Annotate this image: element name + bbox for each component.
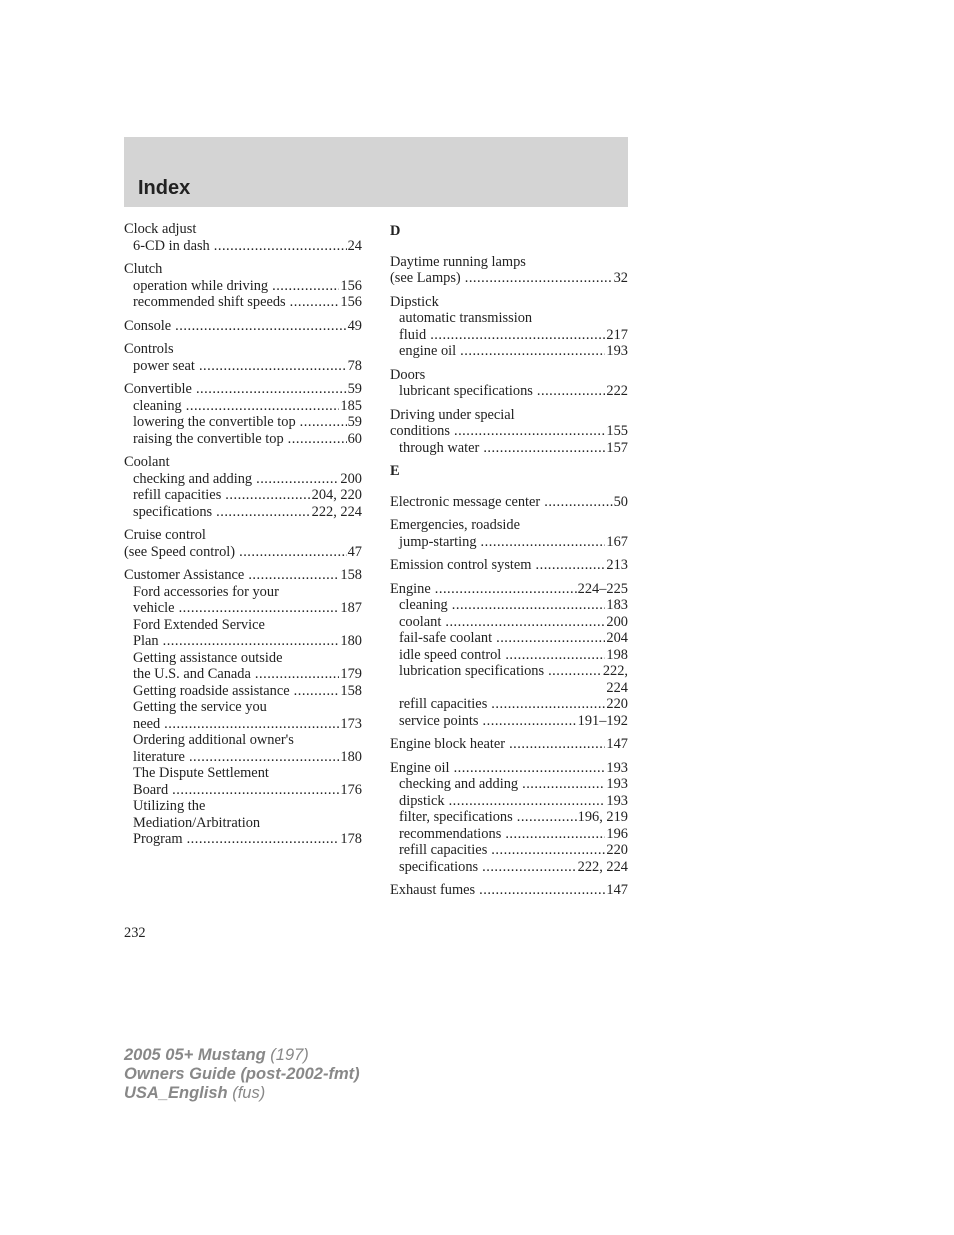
subentry-line: [124, 504, 362, 521]
leader-dots: [172, 782, 339, 799]
subentry-line-text: refill capacities: [399, 842, 488, 858]
entry-heading: [124, 261, 362, 278]
subentry-line-text: specifications: [133, 503, 213, 520]
subentry-line-text: 6-CD in dash: [133, 237, 210, 254]
entry-heading: [124, 341, 362, 358]
leader-dots: [256, 471, 339, 488]
subentry-line-text: filter, specifications: [399, 809, 513, 825]
leader-dots: [483, 713, 577, 730]
entry-heading-text: Exhaust fumes: [390, 882, 476, 898]
page-reference: 147: [606, 736, 628, 752]
subentry-line: [124, 666, 362, 683]
leader-dots: [449, 793, 606, 810]
index-entry: [124, 341, 362, 374]
page-reference: 220: [606, 696, 628, 712]
page-reference: 157: [606, 439, 628, 456]
subentry-line: [124, 617, 362, 634]
page-reference: 222, 224: [577, 858, 628, 875]
page-reference: 24: [347, 237, 362, 254]
entry-heading: [124, 544, 362, 561]
subentry-line: [124, 294, 362, 311]
page-reference: 196: [606, 825, 628, 842]
subentry-line-text: vehicle: [133, 600, 175, 616]
leader-dots: [272, 278, 339, 295]
entry-heading: [390, 557, 628, 574]
page-reference: 158: [340, 567, 362, 583]
page-reference: 78: [347, 357, 362, 374]
subentry-line: [390, 440, 628, 457]
leader-dots: [294, 683, 340, 700]
subentry-line: [124, 716, 362, 733]
subentry-line-text: operation while driving: [133, 277, 269, 294]
entry-heading-text: Emission control system: [390, 557, 532, 573]
page-reference: 200: [340, 470, 362, 487]
subentry-line-text: The Dispute Settlement: [133, 765, 269, 781]
subentry-line-text: literature: [133, 748, 185, 765]
index-column-right: [390, 221, 628, 906]
entry-heading: [390, 423, 628, 440]
entry-heading-text: Electronic message center: [390, 493, 541, 510]
page-reference: 49: [347, 317, 362, 334]
leader-dots: [430, 327, 605, 344]
subentry-line: [124, 414, 362, 431]
subentry-line: [390, 534, 628, 551]
page-reference: 185: [340, 397, 362, 414]
page-reference: 180: [340, 748, 362, 765]
leader-dots: [255, 666, 340, 683]
entry-heading-text: Engine oil: [390, 759, 450, 776]
index-entry: [390, 517, 628, 550]
subentry-line: [124, 699, 362, 716]
subentry-line: [124, 633, 362, 650]
entry-heading: [390, 882, 628, 899]
entry-heading: [390, 517, 628, 534]
entry-heading-text: Console: [124, 317, 172, 334]
subentry-line-text: dipstick: [399, 792, 445, 809]
page-reference: 217: [606, 326, 628, 343]
leader-dots: [537, 383, 606, 400]
entry-heading: [124, 454, 362, 471]
page-reference: 198: [606, 646, 628, 663]
subentry-line: [390, 842, 628, 859]
entry-heading: [390, 254, 628, 271]
index-entry: [390, 882, 628, 899]
subentry-line: [124, 831, 362, 848]
subentry-line: [124, 749, 362, 766]
page-reference: 224–225: [577, 580, 628, 597]
subentry-line-text: cleaning: [133, 397, 182, 414]
page-number: 232: [124, 925, 146, 941]
entry-heading-text: Doors: [390, 366, 426, 383]
index-entry: [390, 581, 628, 730]
page-reference: 167: [606, 533, 628, 550]
leader-dots: [454, 760, 606, 777]
subentry-line-text: Board: [133, 781, 169, 798]
entry-heading: [390, 736, 628, 753]
page-reference: 193: [606, 776, 628, 792]
subentry-line: [390, 826, 628, 843]
index-entry: [390, 760, 628, 876]
subentry-line-text: Ford Extended Service: [133, 616, 265, 633]
subentry-line: [390, 310, 628, 327]
entry-heading: [390, 581, 628, 598]
page-reference: 173: [340, 715, 362, 732]
subentry-line-text: need: [133, 715, 161, 732]
subentry-line: [390, 696, 628, 713]
subentry-line-text: through water: [399, 439, 480, 456]
page-reference: 59: [347, 414, 362, 430]
entry-heading: [124, 318, 362, 335]
leader-dots: [452, 597, 606, 614]
subentry-line-text: specifications: [399, 858, 479, 875]
subentry-line: [124, 278, 362, 295]
header-bar: [124, 137, 628, 207]
leader-dots: [199, 358, 347, 375]
page-reference: 60: [347, 430, 362, 447]
subentry-line: [124, 471, 362, 488]
page-reference: 187: [340, 600, 362, 616]
index-entry: [390, 294, 628, 360]
entry-heading-text: Dipstick: [390, 293, 439, 310]
entry-heading: [124, 567, 362, 584]
entry-heading-text: Engine block heater: [390, 736, 506, 752]
index-entry: [390, 407, 628, 457]
leader-dots: [496, 630, 605, 647]
page-reference: 178: [340, 831, 362, 847]
leader-dots: [196, 381, 347, 398]
entry-heading: [124, 381, 362, 398]
subentry-line: [390, 647, 628, 664]
leader-dots: [483, 440, 605, 457]
index-entry: [124, 318, 362, 335]
subentry-line-text: the U.S. and Canada: [133, 666, 251, 682]
leader-dots: [479, 882, 605, 899]
page-reference: 200: [606, 613, 628, 630]
subentry-line: [390, 614, 628, 631]
entry-heading-text: Customer Assistance: [124, 567, 245, 583]
index-column-left: [124, 221, 362, 855]
subentry-line: [390, 343, 628, 360]
subentry-line-text: power seat: [133, 357, 195, 374]
subentry-line: [124, 431, 362, 448]
page-reference: 183: [606, 597, 628, 613]
page-reference: 158: [340, 682, 362, 699]
leader-dots: [517, 809, 577, 826]
subentry-line: [124, 238, 362, 255]
entry-heading-text: (see Lamps): [390, 270, 461, 286]
subentry-line: [390, 597, 628, 614]
page-reference: 204: [606, 630, 628, 646]
subentry-line-text: Ford accessories for your: [133, 583, 279, 600]
entry-heading-text: Cruise control: [124, 527, 206, 543]
entry-heading-text: Driving under special: [390, 406, 515, 423]
subentry-line: [124, 732, 362, 749]
leader-dots: [239, 544, 347, 561]
entry-heading-text: Controls: [124, 341, 174, 357]
subentry-line-text: jump-starting: [399, 533, 477, 550]
entry-heading-text: conditions: [390, 423, 450, 439]
page-reference: 193: [606, 343, 628, 359]
page-reference: 222, 224: [311, 503, 362, 520]
entry-heading-text: Clutch: [124, 261, 163, 277]
subentry-line-text: idle speed control: [399, 646, 502, 663]
subentry-line: [390, 809, 628, 826]
subentry-line-text: fluid: [399, 326, 427, 343]
leader-dots: [509, 736, 605, 753]
leader-dots: [163, 633, 340, 650]
entry-heading-text: (see Speed control): [124, 543, 236, 560]
subentry-line-text: engine oil: [399, 343, 457, 359]
subentry-line: [390, 859, 628, 876]
footer-line-1: 2005 05+ Mustang (197): [124, 1046, 309, 1064]
document-footer: [124, 1046, 360, 1103]
page-reference: 224: [606, 679, 628, 696]
index-entry: [124, 221, 362, 254]
leader-dots: [300, 414, 347, 431]
subentry-line-text: Program: [133, 831, 183, 847]
leader-dots: [445, 614, 605, 631]
leader-dots: [435, 581, 577, 598]
page-reference: 155: [606, 423, 628, 439]
index-entry: [124, 527, 362, 560]
leader-dots: [175, 318, 346, 335]
subentry-line: [390, 793, 628, 810]
subentry-line-text: automatic transmission: [399, 310, 533, 326]
subentry-line: [124, 650, 362, 667]
leader-dots: [491, 842, 605, 859]
page-reference: 179: [340, 666, 362, 682]
page-reference: 222: [606, 383, 628, 399]
index-entry: [124, 567, 362, 848]
subentry-line: [124, 584, 362, 601]
entry-heading-text: Coolant: [124, 454, 170, 470]
page-reference: 191–192: [577, 712, 628, 729]
leader-dots: [548, 663, 602, 680]
entry-heading: [124, 221, 362, 238]
page-reference: 156: [340, 277, 362, 294]
page-reference-continued: [390, 680, 628, 697]
page-title: Index: [138, 177, 191, 199]
subentry-line-text: raising the convertible top: [133, 430, 284, 447]
page-reference: 204, 220: [311, 487, 362, 503]
subentry-line-text: Getting the service you: [133, 699, 267, 715]
leader-dots: [522, 776, 605, 793]
leader-dots: [186, 398, 340, 415]
leader-dots: [216, 504, 311, 521]
leader-dots: [491, 696, 605, 713]
entry-heading: [390, 494, 628, 511]
subentry-line-text: recommendations: [399, 825, 502, 842]
subentry-line-text: Mediation/Arbitration: [133, 814, 261, 831]
subentry-line: [390, 663, 628, 680]
leader-dots: [460, 343, 605, 360]
leader-dots: [225, 487, 310, 504]
subentry-line-text: Getting roadside assistance: [133, 682, 290, 699]
page-reference: 147: [606, 882, 628, 898]
subentry-line-text: service points: [399, 712, 479, 729]
subentry-line-text: lowering the convertible top: [133, 414, 296, 430]
leader-dots: [187, 831, 340, 848]
leader-dots: [290, 294, 340, 311]
page-reference: 193: [606, 792, 628, 809]
entry-heading-text: Convertible: [124, 381, 192, 397]
leader-dots: [288, 431, 347, 448]
subentry-line: [124, 398, 362, 415]
subentry-line: [390, 383, 628, 400]
page-reference: 176: [340, 781, 362, 798]
leader-dots: [454, 423, 605, 440]
leader-dots: [544, 494, 612, 511]
subentry-line: [124, 683, 362, 700]
leader-dots: [536, 557, 606, 574]
entry-heading: [390, 367, 628, 384]
leader-dots: [465, 270, 613, 287]
leader-dots: [164, 716, 339, 733]
subentry-line-text: lubricant specifications: [399, 383, 533, 399]
index-entry: [124, 381, 362, 447]
index-entry: [390, 254, 628, 287]
leader-dots: [189, 749, 339, 766]
section-letter: E: [390, 463, 400, 479]
entry-heading-text: Daytime running lamps: [390, 253, 526, 270]
page-reference: 47: [347, 543, 362, 560]
page-reference: 193: [606, 759, 628, 776]
footer-line-3: USA_English (fus): [124, 1084, 266, 1102]
index-entry: [390, 494, 628, 511]
subentry-line-text: Getting assistance outside: [133, 649, 283, 666]
index-entry: [390, 557, 628, 574]
subentry-line-text: cleaning: [399, 597, 448, 613]
page-reference: 196, 219: [577, 809, 628, 825]
page-reference: 222,: [602, 663, 628, 679]
subentry-line: [124, 782, 362, 799]
index-entry: [390, 736, 628, 753]
subentry-line-text: checking and adding: [133, 470, 253, 487]
subentry-line: [124, 358, 362, 375]
page-reference: 59: [347, 381, 362, 397]
subentry-line: [390, 630, 628, 647]
index-entry: [390, 367, 628, 400]
subentry-line: [124, 600, 362, 617]
subentry-line-text: Utilizing the: [133, 798, 206, 814]
subentry-line-text: refill capacities: [399, 696, 488, 712]
page-reference: 156: [340, 294, 362, 310]
leader-dots: [505, 647, 605, 664]
entry-heading-text: Clock adjust: [124, 221, 197, 237]
footer-line-2: Owners Guide (post-2002-fmt): [124, 1065, 360, 1083]
entry-heading: [124, 527, 362, 544]
page-reference: 50: [613, 493, 628, 510]
subentry-line: [390, 776, 628, 793]
leader-dots: [214, 238, 347, 255]
subentry-line: [124, 487, 362, 504]
subentry-line: [390, 327, 628, 344]
subentry-line: [124, 798, 362, 815]
subentry-line: [124, 815, 362, 832]
leader-dots: [248, 567, 339, 584]
subentry-line: [390, 713, 628, 730]
page-reference: 213: [606, 557, 628, 573]
subentry-line-text: lubrication specifications: [399, 663, 545, 679]
index-entry: [124, 454, 362, 520]
entry-heading: [390, 294, 628, 311]
section-letter: D: [390, 223, 401, 239]
subentry-line-text: coolant: [399, 613, 442, 630]
leader-dots: [481, 534, 606, 551]
index-entry: [124, 261, 362, 311]
leader-dots: [482, 859, 577, 876]
entry-heading: [390, 270, 628, 287]
entry-heading-text: Engine: [390, 580, 431, 597]
leader-dots: [179, 600, 340, 617]
entry-heading-text: Emergencies, roadside: [390, 517, 521, 533]
subentry-line-text: recommended shift speeds: [133, 294, 286, 310]
subentry-line-text: fail-safe coolant: [399, 630, 493, 646]
leader-dots: [505, 826, 605, 843]
subentry-line-text: checking and adding: [399, 776, 519, 792]
page-reference: 32: [613, 270, 628, 286]
subentry-line: [124, 765, 362, 782]
subentry-line-text: Ordering additional owner's: [133, 732, 294, 748]
entry-heading: [390, 760, 628, 777]
subentry-line-text: refill capacities: [133, 487, 222, 503]
page-reference: 180: [340, 633, 362, 649]
entry-heading: [390, 407, 628, 424]
subentry-line-text: Plan: [133, 633, 159, 649]
page-reference: 220: [606, 842, 628, 858]
